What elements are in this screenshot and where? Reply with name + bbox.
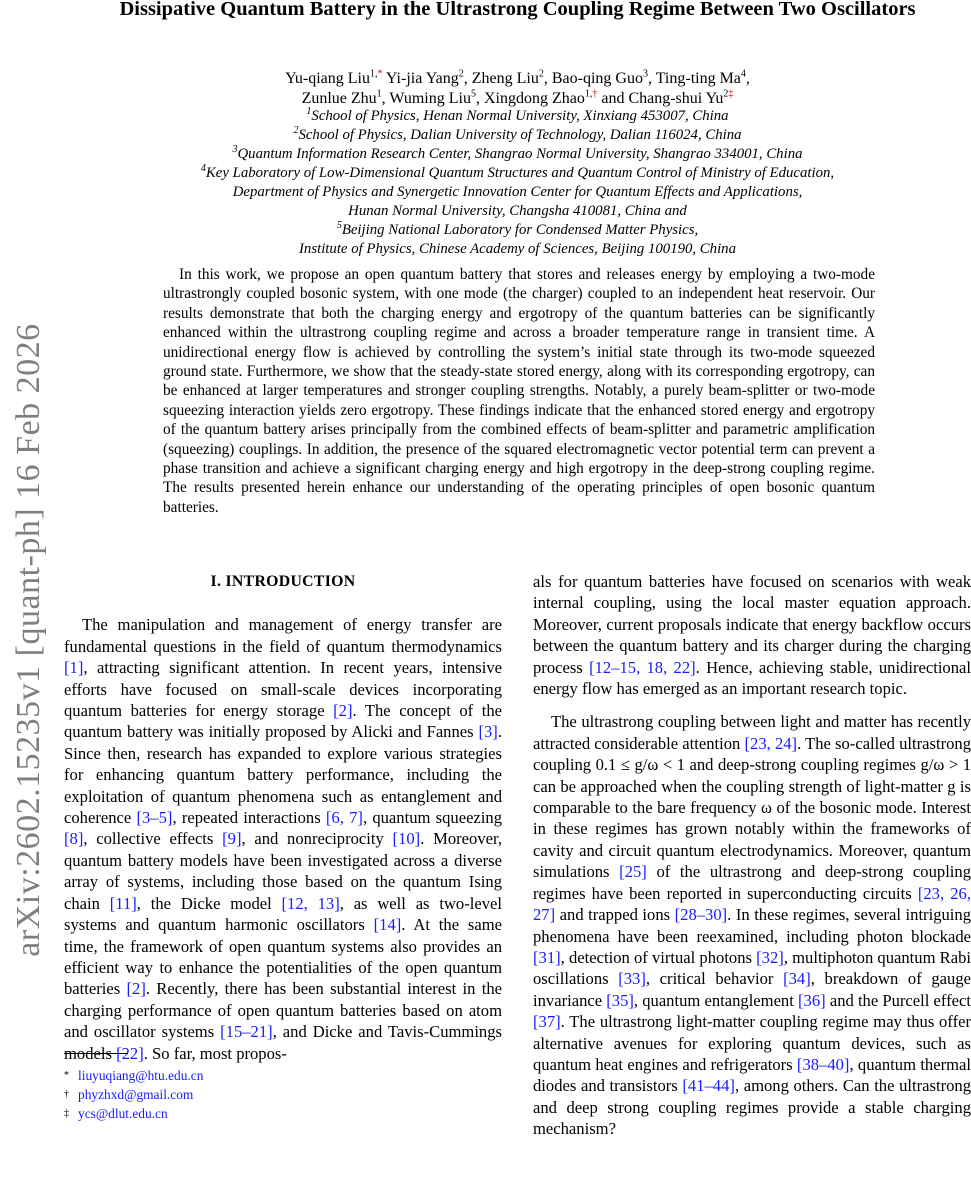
footnote: † phyzhxd@gmail.com	[64, 1087, 194, 1102]
citation-link[interactable]: [23, 24]	[744, 733, 798, 753]
citation-link[interactable]: [35]	[606, 990, 634, 1010]
intro-paragraph: The ultrastrong coupling between light and matter has recently attracted considerable attention [23, 24]. The so-called ultrastrong coupling 0.1 ≤ g/ω < 1 and deep-strong coupling regimes g/ω > 1 can be approached when the coupling strength of light-matter g is comparable to the bare frequency ω of the bosonic mode. Interest in these regimes has grown notably within the frameworks of cavity and circuit quantum electrodynamics. Moreover, quantum simulations [25] of the ultrastrong and deep-strong coupling regimes have been reported in superconducting circuits [23, 26, 27] and trapped ions [28–30]. In these regimes, several intriguing phenomena have been reexamined, including photon blockade [31], detection of virtual photons [32], multiphoton quantum Rabi oscillations [33], critical behavior [34], breakdown of gauge invariance [35], quantum entanglement [36] and the Purcell effect [37]. The ultrastrong light-matter coupling regime may thus offer alternative avenues for exploring quantum devices, such as quantum heat engines and refrigerators [38–40], quantum thermal diodes and transistors [41–44], among others. Can the ultrastrong and deep strong coupling regimes provide a stable charging mechanism?	[533, 712, 971, 1139]
citation-link[interactable]: [8]	[64, 829, 84, 849]
affiliations	[60, 107, 971, 259]
affiliation-line: Institute of Physics, Chinese Academy of Sciences, Beijing 100190, China	[299, 241, 736, 257]
citation-link[interactable]: [32]	[756, 947, 784, 967]
citation-link[interactable]: [37]	[533, 1012, 561, 1032]
citation-link[interactable]: [1]	[64, 658, 84, 678]
citation-link[interactable]: [3]	[478, 722, 498, 742]
citation-link[interactable]: [33]	[618, 969, 646, 989]
email-link[interactable]: ycs@dlut.edu.cn	[78, 1106, 168, 1121]
citation-link[interactable]: [12–15, 18, 22]	[589, 657, 696, 677]
intro-paragraph: als for quantum batteries have focused on scenarios with weak internal coupling, using the local master equation approach. Moreover, current proposals indicate that energy backflow occurs between the quantum battery and its charger during the charging process [12–15, 18, 22]. Hence, achieving stable, unidirectional energy flow has emerged as an important research topic.	[533, 572, 971, 699]
citation-link[interactable]: [12, 13]	[281, 893, 340, 913]
affiliation-line: $^1$School of Physics, Henan Normal University, Xinxiang 453007, China	[306, 106, 729, 124]
citation-link[interactable]: [25]	[619, 862, 647, 882]
affiliation-line: Hunan Normal University, Changsha 410081, China and	[348, 203, 687, 219]
citation-link[interactable]: [22]	[116, 1043, 144, 1063]
section-heading: I. INTRODUCTION	[210, 573, 356, 590]
citation-link[interactable]: [36]	[798, 990, 826, 1010]
right-column	[533, 571, 971, 1140]
citation-link[interactable]: [31]	[533, 947, 561, 967]
citation-link[interactable]: [3–5]	[136, 808, 173, 828]
citation-link[interactable]: [11]	[109, 893, 137, 913]
footnote: ‡ ycs@dlut.edu.cn	[64, 1106, 168, 1121]
citation-link[interactable]: [34]	[783, 969, 811, 989]
footnotes	[64, 1066, 502, 1123]
affiliation-line: $^4$Key Laboratory of Low-Dimensional Quantum Structures and Quantum Control of Ministry of Education,	[200, 163, 835, 181]
citation-link[interactable]: [28–30]	[674, 905, 728, 925]
left-column	[64, 571, 502, 1064]
email-link[interactable]: phyzhxd@gmail.com	[78, 1087, 194, 1102]
affiliation-line: Department of Physics and Synergetic Innovation Center for Quantum Effects and Applications,	[232, 184, 803, 200]
citation-link[interactable]: [38–40]	[796, 1054, 850, 1074]
footnote-divider	[64, 1053, 128, 1054]
affiliation-line: $^5$Beijing National Laboratory for Condensed Matter Physics,	[336, 220, 699, 238]
citation-link[interactable]: [15–21]	[220, 1022, 273, 1042]
citation-link[interactable]: [41–44]	[682, 1076, 735, 1096]
citation-link[interactable]: [9]	[222, 829, 242, 849]
intro-paragraph: The manipulation and management of energy transfer are fundamental questions in the field of quantum thermodynamics [1], attracting significant attention. In recent years, intensive efforts have focused on small-scale devices incorporating quantum batteries for energy storage [2]. The concept of the quantum battery was initially proposed by Alicki and Fannes [3]. Since then, research has expanded to explore various strategies for enhancing quantum battery performance, including the exploitation of quantum phenomena such as entanglement and coherence [3–5], repeated interactions [6, 7], quantum squeezing [8], collective effects [9], and nonreciprocity [10]. Moreover, quantum battery models have been investigated across a diverse array of systems, including those based on the quantum Ising chain [11], the Dicke model [12, 13], as well as two-level systems and quantum harmonic oscillators [14]. At the same time, the framework of open quantum systems also provides an efficient way to enhance the potentialities of the open quantum batteries [2]. Recently, there has been substantial interest in the charging performance of open quantum batteries based on atom and oscillator systems [15–21], and Dicke and Tavis-Cummings models [22]. So far, most propos-	[64, 615, 502, 1063]
citation-link[interactable]: [14]	[373, 915, 402, 935]
footnote: * liuyuqiang@htu.edu.cn	[64, 1068, 204, 1083]
paper-title: Dissipative Quantum Battery in the Ultrastrong Coupling Regime Between Two Oscillators	[119, 0, 916, 20]
citation-link[interactable]: [10]	[392, 829, 421, 849]
abstract: In this work, we propose an open quantum battery that stores and releases energy by employing a two-mode ultrastrongly coupled bosonic system, with one mode (the charger) coupled to an independent heat reservoir. Our results demonstrate that both the charging energy and ergotropy of the quantum batteries can be significantly enhanced within the ultrastrong coupling regime and across a broader temperature range in transient time. A unidirectional energy flow is achieved by controlling the system’s initial state through its two-mode squeezed ground state. Furthermore, we show that the steady-state stored energy, along with its corresponding ergotropy, can be enhanced at larger temperatures and stronger coupling strengths. Notably, a purely beam-splitter or two-mode squeezing interaction yields zero ergotropy. These findings indicate that the enhanced stored energy and ergotropy of the quantum battery arises principally from the combined effects of beam-splitter and parametric amplification (squeezing) couplings. In addition, the presence of the squared electromagnetic vector potential term can prevent a phase transition and achieve a significant charging energy and high ergotropy in the deep-strong coupling regime. The results presented herein enhance our understanding of the operating principles of open bosonic quantum batteries.	[163, 266, 875, 516]
citation-link[interactable]: [23, 26, 27]	[533, 883, 971, 925]
citation-link[interactable]: [6, 7]	[325, 808, 363, 828]
citation-link[interactable]: [2]	[333, 701, 353, 721]
affiliation-line: $^2$School of Physics, Dalian University of Technology, Dalian 116024, China	[293, 125, 742, 143]
arxiv-side-stamp: arXiv:2602.15235v1 [quant-ph] 16 Feb 2026	[10, 323, 47, 957]
author-list: Yu-qiang Liu$^{1,*}$ Yi-jia Yang$^2$, Zheng Liu$^2$, Bao-qing Guo$^3$, Ting-ting Ma$^4$, Zunlue Zhu$^1$, Wuming Liu$^5$, Xingdong Zhao$^{1,\dagger}$ and Chang-shui $Yu^{2\ddagger}$	[285, 68, 750, 107]
affiliation-line: $^3$Quantum Information Research Center, Shangrao Normal University, Shangrao 334001, China	[232, 144, 803, 162]
citation-link[interactable]: [2]	[126, 979, 146, 999]
email-link[interactable]: liuyuqiang@htu.edu.cn	[78, 1068, 204, 1083]
